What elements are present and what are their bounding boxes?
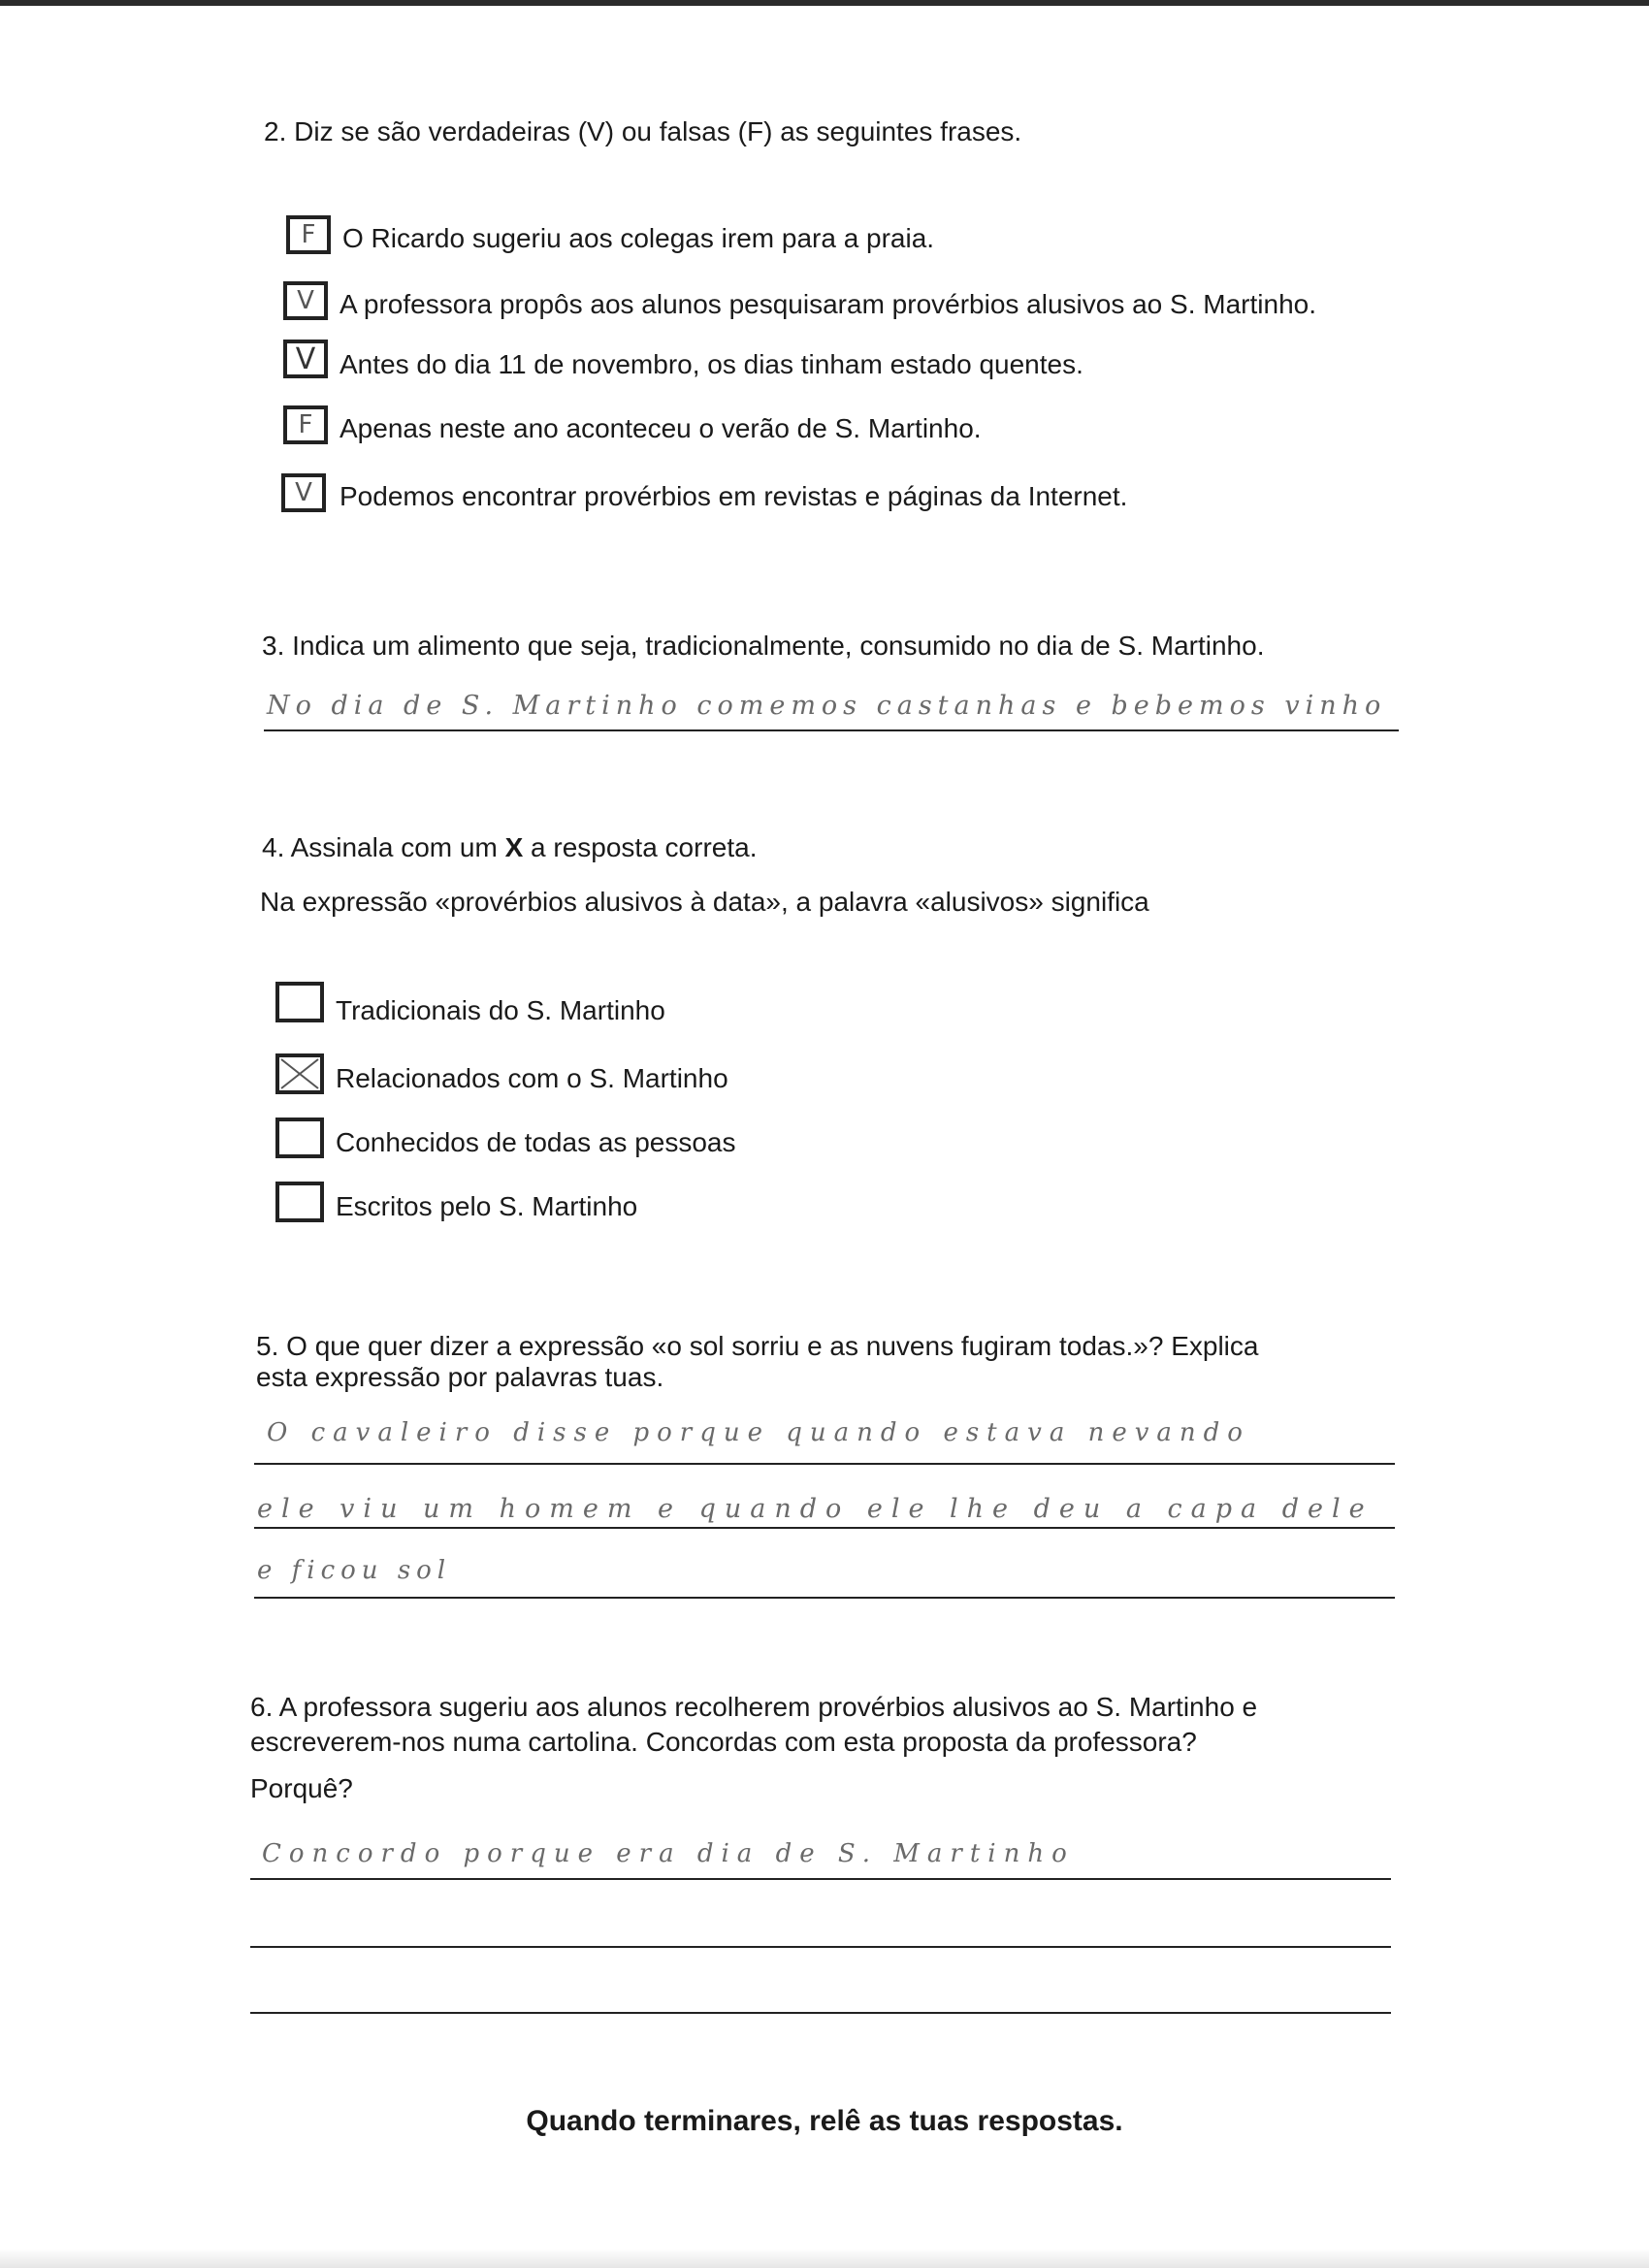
q5-title-line-1: 5. O que quer dizer a expressão «o sol sorriu e as nuvens fugiram todas.»? Explica (256, 1331, 1259, 1361)
q2-mark-2: V (297, 286, 314, 315)
q4-checkbox-4[interactable] (275, 1182, 324, 1222)
q4-title (262, 830, 757, 865)
q4-checkbox-3[interactable] (275, 1118, 324, 1158)
q4-option-4: Escritos pelo S. Martinho (336, 1191, 638, 1221)
q3-answer-line (264, 729, 1399, 731)
q6-answer-line-1 (250, 1878, 1391, 1880)
q2-mark-1: F (301, 220, 316, 249)
footer-instruction: Quando terminares, relê as tuas respostas. (526, 2105, 1123, 2137)
q5-answer-3[interactable]: e ficou sol (257, 1556, 452, 1585)
q6-title-line-1: 6. A professora sugeriu aos alunos recolherem provérbios alusivos ao S. Martinho e (250, 1692, 1258, 1722)
q4-checkbox-2[interactable] (275, 1053, 324, 1094)
q2-mark-4: F (298, 410, 313, 439)
q6-title-line-2: escreverem-nos numa cartolina. Concordas com esta proposta da professora? (250, 1727, 1197, 1757)
q2-title: 2. Diz se são verdadeiras (V) ou falsas (F) as seguintes frases. (264, 116, 1022, 146)
q6-answer[interactable]: Concordo porque era dia de S. Martinho (262, 1839, 1075, 1868)
q2-mark-3: V (295, 341, 316, 376)
q2-statement-1: O Ricardo sugeriu aos colegas irem para a praia. (342, 223, 935, 253)
q5-answer-line-3 (254, 1597, 1395, 1599)
q4-option-3: Conhecidos de todas as pessoas (336, 1127, 736, 1157)
q6-answer-line-2 (250, 1946, 1391, 1948)
q2-box-1[interactable] (286, 215, 331, 254)
q2-statement-5: Podemos encontrar provérbios em revistas e páginas da Internet. (340, 481, 1128, 511)
q4-title-x: X (504, 832, 524, 862)
q4-title-suffix: a resposta correta. (523, 832, 758, 862)
q5-answer-line-1 (254, 1463, 1395, 1465)
q2-box-2[interactable] (283, 281, 328, 320)
q2-box-5[interactable] (281, 473, 326, 512)
q2-mark-5: V (295, 478, 312, 507)
x-mark-icon (279, 1057, 320, 1090)
q4-option-1: Tradicionais do S. Martinho (336, 995, 665, 1025)
q2-box-4[interactable] (283, 405, 328, 444)
q3-title: 3. Indica um alimento que seja, tradicionalmente, consumido no dia de S. Martinho. (262, 631, 1265, 661)
q6-title-line-3: Porquê? (250, 1773, 353, 1803)
q5-title-line-2: esta expressão por palavras tuas. (256, 1362, 664, 1392)
q5-answer-line-2 (254, 1527, 1395, 1529)
q4-title-prefix: 4. Assinala com um (262, 832, 505, 862)
q6-answer-line-3 (250, 2012, 1391, 2014)
q2-statement-3: Antes do dia 11 de novembro, os dias tinham estado quentes. (340, 349, 1083, 379)
q5-answer-2[interactable]: ele viu um homem e quando ele lhe deu a capa dele (257, 1494, 1374, 1524)
q3-answer[interactable]: No dia de S. Martinho comemos castanhas e bebemos vinho (267, 691, 1387, 721)
q4-prompt: Na expressão «provérbios alusivos à data», a palavra «alusivos» significa (260, 887, 1149, 917)
q2-box-3[interactable] (283, 340, 328, 378)
q2-statement-2: A professora propôs aos alunos pesquisaram provérbios alusivos ao S. Martinho. (340, 289, 1316, 319)
q4-checkbox-1[interactable] (275, 982, 324, 1022)
q5-answer-1[interactable]: O cavaleiro disse porque quando estava nevando (267, 1418, 1250, 1447)
scan-edge-top (0, 0, 1649, 6)
scan-edge-bottom (0, 2249, 1649, 2268)
q4-option-2: Relacionados com o S. Martinho (336, 1063, 728, 1093)
q2-statement-4: Apenas neste ano aconteceu o verão de S. Martinho. (340, 413, 982, 443)
